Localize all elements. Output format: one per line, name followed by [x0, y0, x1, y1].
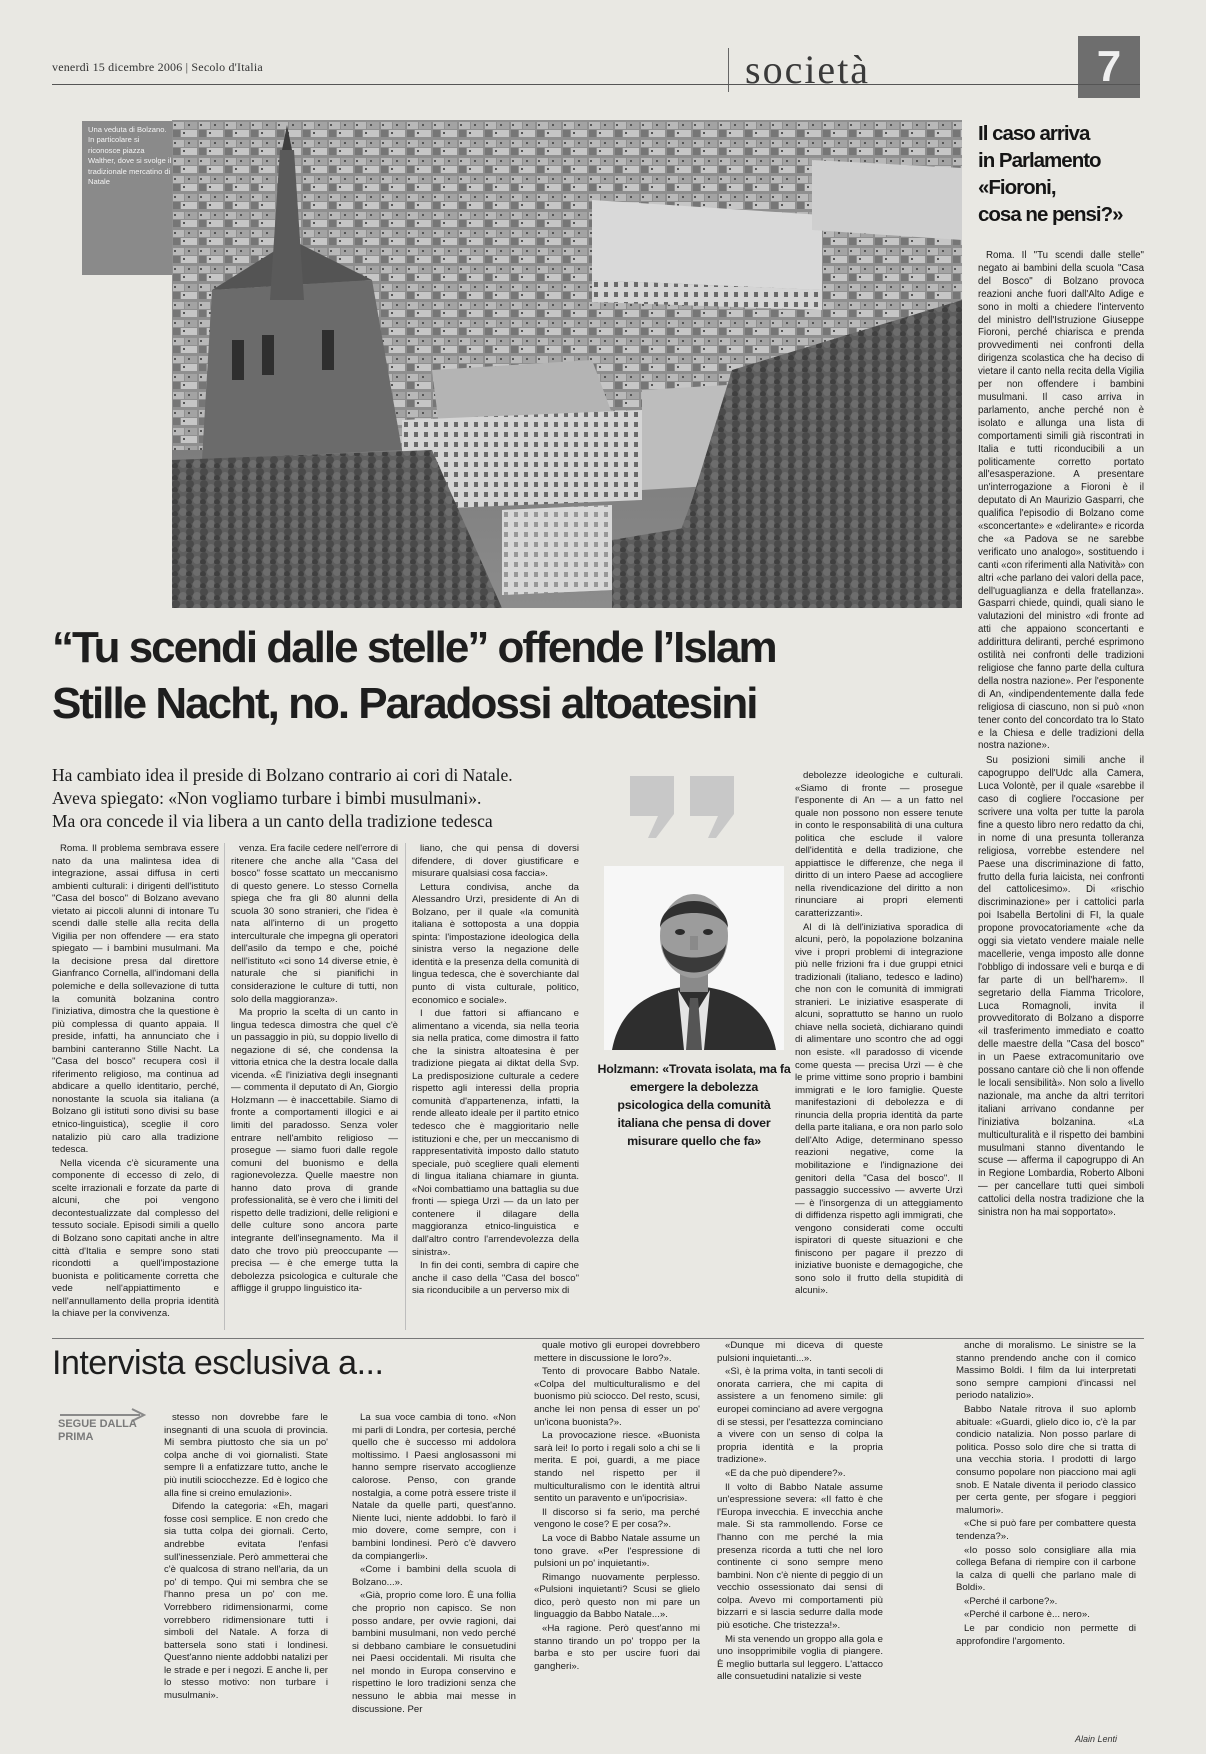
subhead-line-2: Aveva spiegato: «Non vogliamo turbare i bimbi musulmani». — [52, 788, 482, 808]
headline-line-2: Stille Nacht, no. Paradossi altoatesini — [52, 679, 757, 728]
article-paragraph: In fin dei conti, sembra di capire che anche il caso della "Casa del bosco" sia riconducibile a un perverso mix di — [412, 1260, 579, 1297]
sidebar-headline-line: cosa ne pensi?» — [978, 203, 1123, 226]
interview-paragraph: La voce di Babbo Natale assume un tono grave. «Per l'espressione di pulsioni un po' inquietanti». — [534, 1532, 700, 1570]
interview-paragraph: stesso non dovrebbe fare le insegnanti di una scuola di provincia. Mi sembra piuttosto che sia un po' colpa anche di voi giornalisti. State sempre lì a enfatizzare tutto, anche le più inutili sciocchezze. Ed è logico che alla fine si creino emulazioni». — [164, 1412, 328, 1499]
subhead-line-1: Ha cambiato idea il preside di Bolzano contrario ai cori di Natale. — [52, 765, 513, 785]
article-paragraph: venza. Era facile cedere nell'errore di ritenere che anche alla "Casa del bosco" fosse scattato un meccanismo di questo genere. Lo stesso Cornella spiega che fra gli 80 alunni della scuola 30 sono stranieri, che l'idea è nata all'interno di un progetto interculturale che impegna gli operatori dell'asilo da tempo e che, poiché nell'istituto «ci sono 14 diverse etnie, è naturale che si pianifichi in considerazione le culture di tutti, non solo della maggioranza». — [231, 843, 398, 1005]
article-paragraph: liano, che qui pensa di doversi difendere, di dover giustificare e misurare qualsiasi cosa faccia». — [412, 843, 579, 880]
article-paragraph: Ma proprio la scelta di un canto in lingua tedesca dimostra che quel c'è un passaggio in più, su doppio livello di negazione di sé, che condensa la vittoria etnica che la destra locale dalla vicenda. «È l'iniziativa degli insegnanti — commenta il deputato di An, Giorgio Holzmann — è inaccettabile. Siamo di fronte a comportamenti illogici e ai limiti del paradosso. Senza voler entrare nell'ambito religioso — prosegue — siamo fuori dalle regole comuni del buonismo e della ragionevolezza. Quelle maestre non hanno dato prova di grande professionalità, se è vero che i limiti del rispetto delle tradizioni, delle religioni e delle culture sono ancora parte integrante dell'insegnamento. Ma il dato che trovo più preoccupante — precisa — è che emerge tutta la debolezza psicologica e culturale che affligge il gruppo linguistico ita- — [231, 1007, 398, 1295]
interview-column-5 — [956, 1340, 1136, 1732]
article-column-2 — [231, 843, 398, 1330]
interview-column-4 — [717, 1340, 883, 1732]
article-column-3 — [412, 843, 579, 1330]
interview-paragraph: «Dunque mi diceva di queste pulsioni inquietanti...». — [717, 1340, 883, 1364]
section-title: società — [745, 47, 871, 92]
subheadline — [52, 764, 612, 833]
column-rule — [224, 843, 225, 1330]
interview-paragraph: «Come i bambini della scuola di Bolzano...». — [352, 1564, 516, 1588]
interview-paragraph: anche di moralismo. Le sinistre se la stanno prendendo anche con il comico Massimo Boldi. I film da lui interpretati sono sempre campioni d'incassi nel periodo natalizio». — [956, 1340, 1136, 1402]
city-photo — [172, 120, 962, 608]
sidebar-headline-line: «Fioroni, — [978, 176, 1056, 199]
interview-paragraph: Babbo Natale ritrova il suo aplomb abituale: «Guardi, glielo dico io, c'è la par condicio natalizia. Non posso parlare di politica. Posso solo dire che si tratta di una vecchia storia. I prodotti di largo consumo popolare non piacciono mai agli snob. E Natale diventa il periodo classico per certa gente, per sfogare i peggiori malumori». — [956, 1403, 1136, 1516]
interview-paragraph: Il discorso si fa serio, ma perché vengono le cose? E per cosa?». — [534, 1506, 700, 1531]
sidebar-headline-line: in Parlamento — [978, 149, 1101, 172]
interview-paragraph: «Già, proprio come loro. È una follia che proprio non capisco. Se non posso andare, per ovvie ragioni, dai bambini musulmani, non vedo perché si debbano cambiare le consuetudini nei Paesi occidentali. Mi risulta che nel mondo in Europa conservino e rispettino le loro tradizioni senza che nessuno le abbia mai messe in discussione. Per — [352, 1590, 516, 1715]
interview-paragraph: «Ha ragione. Però quest'anno mi stanno tirando un po' troppo per la barba e sto per uscire fuori dai gangheri». — [534, 1623, 700, 1672]
main-headline — [52, 620, 982, 732]
article-column-1 — [52, 843, 219, 1330]
interview-column-2 — [352, 1412, 516, 1732]
interview-paragraph: Il volto di Babbo Natale assume un'espressione severa: «Il fatto è che l'Europa invecchia. E invecchia anche male. Si sta rammollendo. Forse ce l'hanno con me perché la mia presenza ricorda a tutti che nel loro continente ci sono sempre meno bambini. Non c'è niente di peggio di un vecchio ossessionato dai sensi di colpa. Avevo mi comportamenti più bizzarri e si lascia sedurre dalla mode più esotiche. Che tristezza!». — [717, 1481, 883, 1632]
interview-title: Intervista esclusiva a... — [52, 1344, 384, 1382]
photo-caption: Una veduta di Bolzano. In particolare si riconosce piazza Walther, dove si svolge il tradizionale mercatino di Natale — [88, 125, 172, 187]
sidebar-paragraph: Su posizioni simili anche il capogruppo dell'Udc alla Camera, Luca Volontè, per il quale «sarebbe il caso di cogliere l'occasione per scrivere una volta per tutte la parola fine a questo libro nero redatto da chi, in nome di una presunta tolleranza religiosa, vorrebbe estendere nel Paese una discriminazione di fatto, frutto della furia laicista, nei confronti del cattolicesimo». Di «rischio discriminazione» per i cattolici parla poi Isabella Bertolini di FI, la quale propone provocatoriamente «che da oggi sia vietato vendere maiale nelle macellerie, venga imposto alle donne l'obbligo di indossare veli e burqa e di far parte di un bell'harem». Il segretario della Fiamma Tricolore, Luca Romagnoli, invita il provveditorato di Bolzano a disporre «il trasferimento immediato e coatto delle maestre della "Casa del bosco" in un Paese extracomunitario ove possano cantare ciò che li non offende le locali sensibilità». Non solo a livello nazionale, ma anche da altri territori italiani arrivano condanne per l'iniziativa bolzanina. «La multiculturalità e il rispetto dei bambini musulmani stanno diventando le scuse — afferma il capogruppo di An in Regione Lombardia, Roberto Alboni — per cancellare tutti quei simboli cattolici della nostra tradizione che la sinistra non ha mai sopportato». — [978, 755, 1144, 1219]
interview-paragraph: La provocazione riesce. «Buonista sarà lei! Io porto i regali solo a chi se li merita. E poi, guardi, a me piace stando nel rispetto per il multiculturalismo con le identità altrui sentito un paravento e un'ipocrisia». — [534, 1430, 700, 1505]
interview-paragraph: Difendo la categoria: «Eh, magari fosse così semplice. E non credo che sia tutta colpa dei giornali. Certo, andrebbe evitata l'enfasi sull'inessenziale. Però ammetterai che c'è qualcosa di strano nell'aria, da un po' di tempo. Qui mi sembra che se l'hanno presa un po' con me. Vorrebbero ridimensionarmi, come vorrebbero ridimensionare tutti i simboli del Natale. A forza di battersela sono stati i londinesi. Quest'anno niente addobbi natalizi per le strade e per i negozi. E anche li, per lo stesso motivo: non turbare i musulmani». — [164, 1501, 328, 1702]
interview-paragraph: «Io posso solo consigliare alla mia collega Befana di riempire con il carbone la calza di quelli che parlano male di Boldi». — [956, 1544, 1136, 1594]
quote-marks-icon — [628, 774, 748, 840]
headline-line-1: “Tu scendi dalle stelle” offende l’Islam — [52, 623, 776, 672]
column-rule — [405, 843, 406, 1330]
article-paragraph: debolezze ideologiche e culturali. «Siamo di fronte — prosegue l'esponente di An — a un fatto nel quale non possono non essere tenute in conto le responsabilità di una cultura politica che esclude il valore dell'identità e della tradizione, che appiattisce le differenze, che nega il diritto di un intero Paese ad accogliere nella rivendicazione del diritto a non rinunciare ai propri elementi caratterizzanti». — [795, 770, 963, 920]
masthead-divider — [728, 48, 729, 92]
sidebar-article — [978, 250, 1144, 1330]
interview-paragraph: Tento di provocare Babbo Natale. «Colpa del multiculturalismo e del buonismo più sciocco. Del resto, scusi, anche lei non pensa di esser un po' un'icona buonista?». — [534, 1366, 700, 1428]
continued-from-front-label: SEGUE DALLA PRIMA — [58, 1418, 137, 1443]
article-column-4 — [795, 770, 963, 1330]
interview-paragraph: La sua voce cambia di tono. «Non mi parli di Londra, per cortesia, perché quello che è successo mi addolora moltissimo. I Paesi anglosassoni mi hanno sempre riservato accoglienze calorose. Penso, con grande nostalgia, a come potrà essere triste il Natale da quelle parti, quest'anno. Niente luci, niente addobbi. Io farò il mio dovere, come sempre, con i bambini londinesi. Però c'è davvero da compiangerli». — [352, 1412, 516, 1562]
interview-paragraph: Rimango nuovamente perplesso. «Pulsioni inquietanti? Scusi se glielo dico, però questo non mi pare un linguaggio da Babbo Natale...». — [534, 1571, 700, 1621]
masthead-date: venerdì 15 dicembre 2006 | Secolo d'Italia — [52, 60, 263, 74]
article-paragraph: Roma. Il problema sembrava essere nato da una malintesa idea di integrazione, assai diffusa in certi ambienti culturali: i dirigenti dell'istituto "Casa del bosco" di Bolzano avevano vietato ai piccoli alunni di intonare Tu scendi dalle stelle alla recita della Vigilia per non offendere — era stato spiegato — i bambini musulmani. Ma la decisione presa dal direttore Gianfranco Cornella, all'indomani della polemiche e della sollevazione di tutta la comunità bolzanina contro l'iniziativa, dimostra che la questione è più complessa di quanto appaia. Il preside, infatti, ha annunciato che i bambini canteranno Stille Nacht. La "Casa del bosco" recupera così il riferimento religioso, ma continua ad abdicare a quello identitario, perché, nonostante la scuola sia italiana (a Bolzano gli istituti sono divisi su base etnico-linguistica), sceglie il coro natalizio più caro alla tradizione tedesca. — [52, 843, 219, 1156]
article-paragraph: Nella vicenda c'è sicuramente una componente di eccesso di zelo, di scelte irrazionali e forzate da parte di alcuni, che poi vengono decontestualizzate dal complesso del tessuto sociale. Episodi simili a quello di Bolzano sono capitati anche in altre città d'Italia e sempre sono stati ricondotti a quell'impostazione buonista e politicamente corretta che vede nell'appiattimento e nell'annullamento della propria identità la chiave per la convivenza. — [52, 1157, 219, 1320]
article-paragraph: Lettura condivisa, anche da Alessandro Urzì, presidente di An di Bolzano, per il quale «la comunità italiana è sottoposta a una doppia spinta: l'impostazione ideologica della sinistra verso la negazione delle identità e la presenza della comunità di lingua tedesca, che è soverchiante dal punto di vista culturale, politico, economico e sociale». — [412, 881, 579, 1006]
subhead-line-3: Ma ora concede il via libera a un canto della tradizione tedesca — [52, 811, 493, 831]
interview-paragraph: Le par condicio non permette di approfondire l'argomento. — [956, 1623, 1136, 1647]
sidebar-headline-line: Il caso arriva — [978, 122, 1090, 145]
interview-paragraph: «Perché il carbone è... nero». — [964, 1609, 1090, 1621]
interview-paragraph: «Perché il carbone?». — [964, 1595, 1058, 1607]
sidebar-headline — [978, 120, 1144, 228]
byline: Alain Lenti — [1075, 1734, 1118, 1744]
sidebar-paragraph: Roma. Il "Tu scendi dalle stelle" negato ai bambini della scuola "Casa del Bosco" di Bolzano provoca reazioni anche fuori dall'Alto Adige e sono in molti a chiedere l'intervento del ministro dell'Istruzione Giuseppe Fioroni, perché chiarisca e prenda provvedimenti nei confronti della dirigenza scolastica che ha deciso di vietare il canto nella recita della Vigilia per non offendere i bambini musulmani. Il caso arriva in parlamento, anche perché non è isolato e allunga una lista di comportamenti simili già riscontrati in Italia e tutti riconducibili a un politicamente corretto portato all'esasperazione. A presentare un'interrogazione a Fioroni è il deputato di An Maurizio Gasparri, che qualifica l'episodio di Bolzano come «sconcertante» e «delirante» e ricorda che «a Padova se ne sarebbe verificato uno analogo», sostituendo i canti «con riferimenti alla Natività» con altri «che parlano dei valori della pace, dell'uguaglianza e della fratellanza». Gasparri chiede, quindi, quali siano le valutazioni del ministro «di fronte ad atti che appaiono sconcertanti e addirittura deliranti, perché esprimono ostilità nei confronti delle tradizioni religiose che fanno parte della cultura della nostra nazione». Per l'esponente di An, «indipendentemente dalla fede religiosa di ciascuno, non si può «non tener conto del concordato tra lo Stato e la Chiesa e delle tradizioni della nostra nazione». — [978, 250, 1144, 752]
interview-paragraph: quale motivo gli europei dovrebbero mettere in discussione le loro?». — [534, 1340, 700, 1364]
interview-paragraph: «Che si può fare per combattere questa tendenza?». — [956, 1518, 1136, 1542]
interview-column-1 — [164, 1412, 328, 1732]
article-paragraph: I due fattori si affiancano e alimentano a vicenda, sia nella teoria sia nella pratica, come dimostra il fatto che la sinistra altoatesina è per tradizione piegata ai diktat della Svp. La predisposizione culturale a cedere rispetto agli interessi della propria comunità d'appartenenza, infatti, la rende alleato ideale per il partito etnico tedesco che è maggioritario nelle istituzioni e che, per un meccanismo di rappresentatività imposto dallo statuto speciale, può scegliere quali elementi di lingua italiana chiamare in giunta. «Noi combattiamo una battaglia su due fronti — spiega Urzì — da un lato per contenere il dilagare della maggioranza etnico-linguistica e dall'altro contro l'arrendevolezza della sinistra». — [412, 1008, 579, 1258]
interview-paragraph: Mi sta venendo un groppo alla gola e uno insopprimibile voglia di piangere. È meglio buttarla sul leggero. L'attacco alle consuetudini natalizie si veste — [717, 1633, 883, 1683]
article-paragraph: Al di là dell'iniziativa sporadica di alcuni, però, la popolazione bolzanina vive i propri problemi di integrazione più nelle frizioni fra i due gruppi etnici tradizionali (italiano, tedesco e ladino) che non con le comunità di immigrati stranieri. Le iniziative esasperate di alcuni, soprattutto se hanno un ruolo chiave nella società, dichiarano quindi di alimentare uno scontro che ad oggi non esiste. «Il paradosso di vicende come questa — precisa Urzì — è che le prime vittime sono proprio i bambini immigrati e le loro famiglie. Queste manifestazioni di debolezza e di rinuncia della propria identità da parte della parte italiana, e ora non parlo solo dell'Alto Adige, determinano spesso reazioni negative, come la mobilitazione e l'indignazione dei genitori della "Casa del bosco". Il passaggio successivo — avverte Urzì — è l'insorgenza di un atteggiamento di diffidenza rispetto agli immigrati, che vengono considerati come occulti ispiratori di queste situazioni e che finiscono per pagare il prezzo di iniziative buoniste e demagogiche, che sono solo il frutto della stupidità di alcuni». — [795, 921, 963, 1297]
page-number: 7 — [1078, 36, 1140, 98]
holzmann-portrait — [604, 866, 784, 1050]
masthead-rule — [52, 84, 1140, 85]
section-rule — [52, 1338, 1144, 1339]
interview-paragraph: «E da che può dipendere?». — [725, 1467, 846, 1479]
interview-column-3 — [534, 1340, 700, 1732]
pull-quote: Holzmann: «Trovata isolata, ma fa emergere la debolezza psicologica della comunità italiana che pensa di dover misurare quello che fa» — [597, 1062, 791, 1148]
interview-paragraph: «Sì, è la prima volta, in tanti secoli di onorata carriera, che mi capita di assistere a un fenomeno simile: gli europei cominciano ad avere vergogna di se stessi, per l'esattezza cominciano a vivere con un senso di colpa la propria identità e la propria tradizione». — [717, 1366, 883, 1466]
